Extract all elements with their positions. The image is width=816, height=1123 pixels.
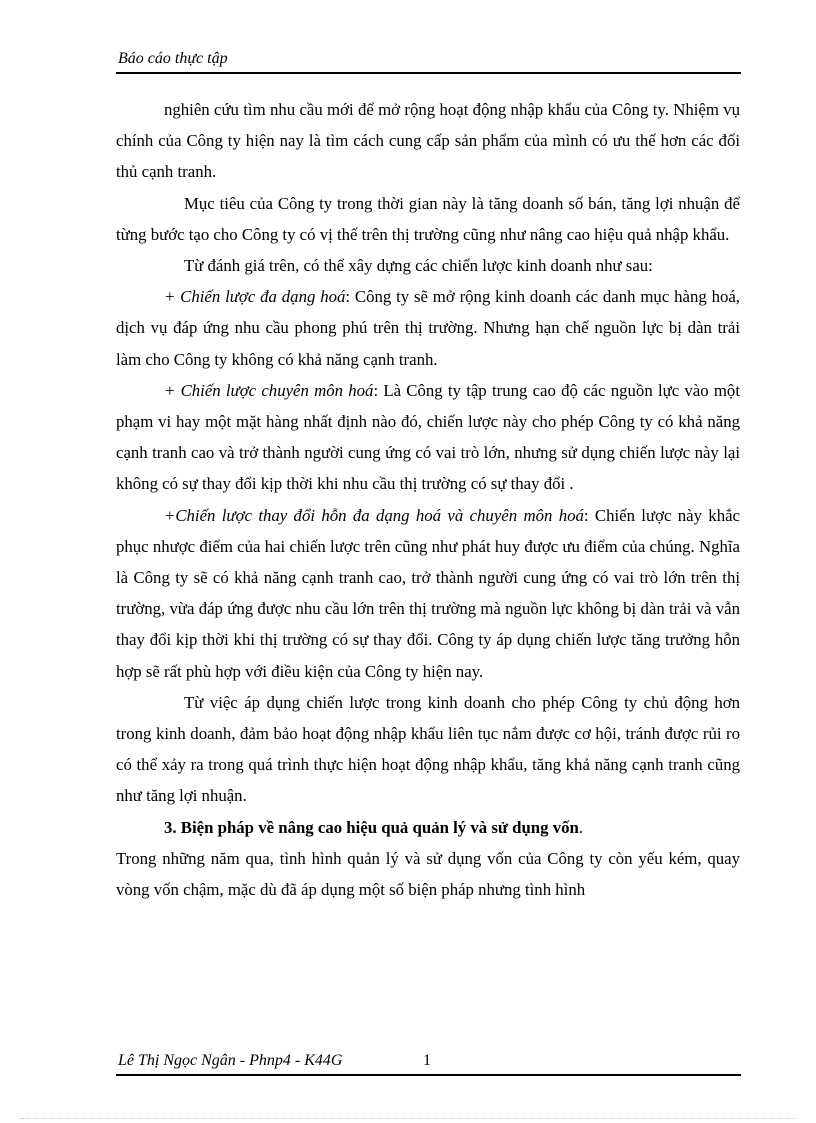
page-footer — [116, 1050, 741, 1076]
section-heading — [116, 812, 740, 843]
strategy-diversification-text: : Công ty sẽ mở rộng kinh doanh các danh mục hàng hoá, dịch vụ đáp ứng nhu cầu phong phú trên thị trường. Nhưng hạn chế nguồn lực bị dàn trải làm cho Công ty không có khả năng cạnh tranh. — [116, 287, 740, 369]
document-body — [116, 94, 740, 905]
paragraph-3: Từ đánh giá trên, có thể xây dựng các chiến lược kinh doanh như sau: — [184, 256, 653, 276]
paragraph-7: Từ việc áp dụng chiến lược trong kinh doanh cho phép Công ty chủ động hơn trong kinh doanh, đảm bảo hoạt động nhập khẩu liên tục nắm được cơ hội, tránh được rủi ro có thể xảy ra trong quá trình thực hiện hoạt động nhập khẩu, tăng khả năng cạnh tranh cũng như tăng lợi nhuận. — [116, 692, 740, 806]
paragraph-2: Mục tiêu của Công ty trong thời gian này là tăng doanh số bán, tăng lợi nhuận để từng bước tạo cho Công ty có vị thế trên thị trường cũng như nâng cao hiệu quả nhập khẩu. — [116, 193, 740, 244]
header-title: Báo cáo thực tập — [118, 50, 228, 67]
strategy-diversification-label: + Chiến lược đa dạng hoá — [164, 287, 346, 307]
page-bottom-divider — [20, 1118, 796, 1119]
section-heading-period: . — [578, 817, 584, 837]
strategy-mixed-text: : Chiến lược này khắc phục nhược điểm của hai chiến lược trên cũng như phát huy được ưu điểm của chúng. Nghĩa là Công ty sẽ có khả năng cạnh tranh cao, trở thành người cung ứng có vai trò lớn trên thị trường, vừa đáp ứng được nhu cầu lớn trên thị trường mà nguồn lực không bị dàn trải và vẫn thay đổi kịp thời khi thị trường có sự thay đổi. Công ty áp dụng chiến lược tăng trưởng hỗn hợp sẽ rất phù hợp với điều kiện của Công ty hiện nay. — [116, 505, 740, 681]
page-header — [116, 48, 741, 74]
section-heading-text: 3. Biện pháp về nâng cao hiệu quả quản lý và sử dụng vốn — [164, 817, 579, 837]
paragraph-1: nghiên cứu tìm nhu cầu mới để mở rộng hoạt động nhập khẩu của Công ty. Nhiệm vụ chính của Công ty hiện nay là tìm cách cung cấp sản phẩm của mình có ưu thế hơn các đối thủ cạnh tranh. — [116, 100, 740, 182]
paragraph-4 — [116, 281, 740, 375]
paragraph-6 — [116, 500, 740, 687]
strategy-specialization-text: : Là Công ty tập trung cao độ các nguồn lực vào một phạm vi hay một mặt hàng nhất định nào đó, chiến lược này cho phép Công ty có khả năng cạnh tranh cao và trở thành người cung ứng có vai trò lớn, nhưng sử dụng chiến lược này lại không có sự thay đổi kịp thời khi nhu cầu thị trường có sự thay đổi . — [116, 380, 740, 494]
footer-author: Lê Thị Ngọc Ngân - Phnp4 - K44G — [118, 1052, 343, 1069]
paragraph-8: Trong những năm qua, tình hình quản lý và sử dụng vốn của Công ty còn yếu kém, quay vòng vốn chậm, mặc dù đã áp dụng một số biện pháp nhưng tình hình — [116, 848, 740, 900]
page-number: 1 — [423, 1052, 431, 1069]
strategy-mixed-label: +Chiến lược thay đổi hỗn đa dạng hoá và chuyên môn hoá — [164, 505, 584, 525]
strategy-specialization-label: + Chiến lược chuyên môn hoá — [164, 380, 374, 400]
paragraph-5 — [116, 375, 740, 500]
